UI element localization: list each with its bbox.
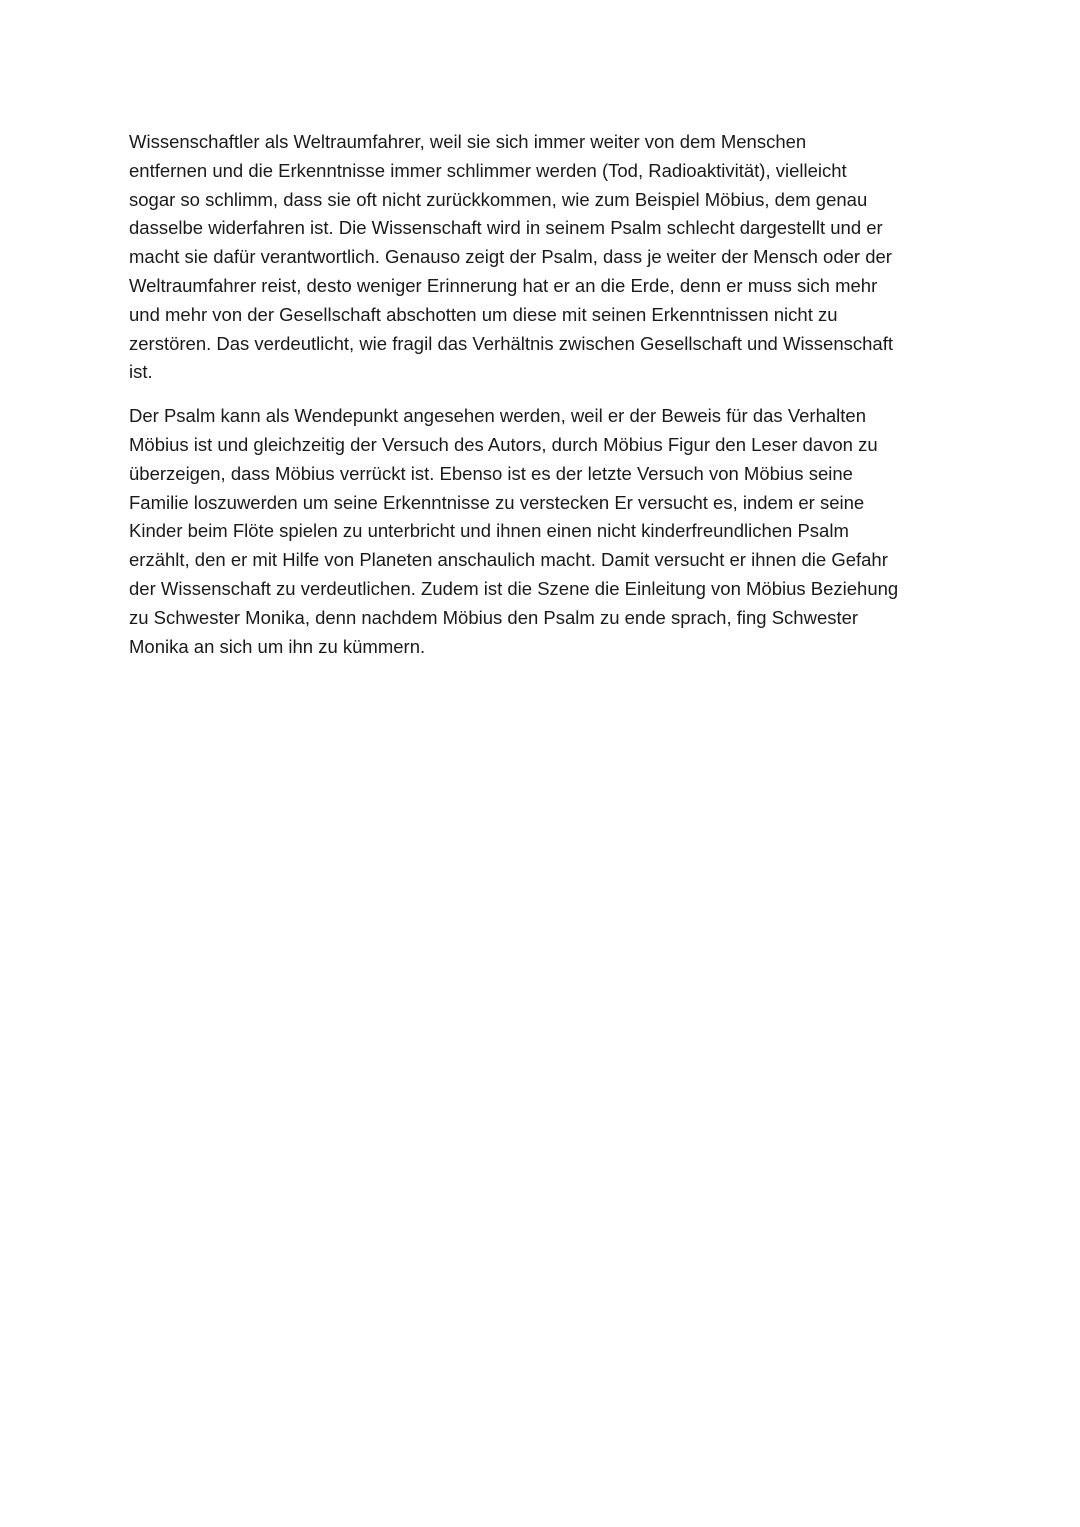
paragraph-line: Wissenschaftler als Weltraumfahrer, weil sie sich immer weiter von dem Menschen xyxy=(129,131,807,152)
paragraph-line: entfernen und die Erkenntnisse immer schlimmer werden (Tod, Radioaktivität), vielleicht xyxy=(129,159,847,181)
paragraph-line: zu Schwester Monika, denn nachdem Möbius den Psalm zu ende sprach, fing Schwester xyxy=(129,606,859,628)
paragraph-line: Möbius ist und gleichzeitig der Versuch des Autors, durch Möbius Figur den Leser davon zu xyxy=(129,433,878,455)
paragraph-line: sogar so schlimm, dass sie oft nicht zurückkommen, wie zum Beispiel Möbius, dem genau xyxy=(129,188,868,210)
paragraph-line: überzeigen, dass Möbius verrückt ist. Ebenso ist es der letzte Versuch von Möbius seine xyxy=(129,462,853,484)
paragraph-line: macht sie dafür verantwortlich. Genauso zeigt der Psalm, dass je weiter der Mensch oder der xyxy=(129,246,892,268)
paragraph-2 xyxy=(129,402,959,661)
paragraph-line: ist. xyxy=(129,361,153,383)
paragraph-line: dasselbe widerfahren ist. Die Wissenschaft wird in seinem Psalm schlecht dargestellt und er xyxy=(129,217,883,239)
paragraph-line: der Wissenschaft zu verdeutlichen. Zudem ist die Szene die Einleitung von Möbius Beziehung xyxy=(129,577,899,599)
paragraph-line: Monika an sich um ihn zu kümmern. xyxy=(129,635,426,657)
paragraph-line: zerstören. Das verdeutlicht, wie fragil das Verhältnis zwischen Gesellschaft und Wissenschaft xyxy=(129,332,893,354)
paragraph-line: und mehr von der Gesellschaft abschotten um diese mit seinen Erkenntnissen nicht zu xyxy=(129,303,838,325)
document-body xyxy=(129,128,959,661)
paragraph-line: erzählt, den er mit Hilfe von Planeten anschaulich macht. Damit versucht er ihnen die Gefahr xyxy=(129,549,888,571)
paragraph-line: Der Psalm kann als Wendepunkt angesehen werden, weil er der Beweis für das Verhalten xyxy=(129,405,866,427)
paragraph-line: Kinder beim Flöte spielen zu unterbricht und ihnen einen nicht kinderfreundlichen Psalm xyxy=(129,520,849,542)
paragraph-line: Weltraumfahrer reist, desto weniger Erinnerung hat er an die Erde, denn er muss sich mehr xyxy=(129,274,878,296)
paragraph-1 xyxy=(129,128,959,387)
paragraph-line: Familie loszuwerden um seine Erkenntnisse zu verstecken Er versucht es, indem er seine xyxy=(129,491,865,513)
